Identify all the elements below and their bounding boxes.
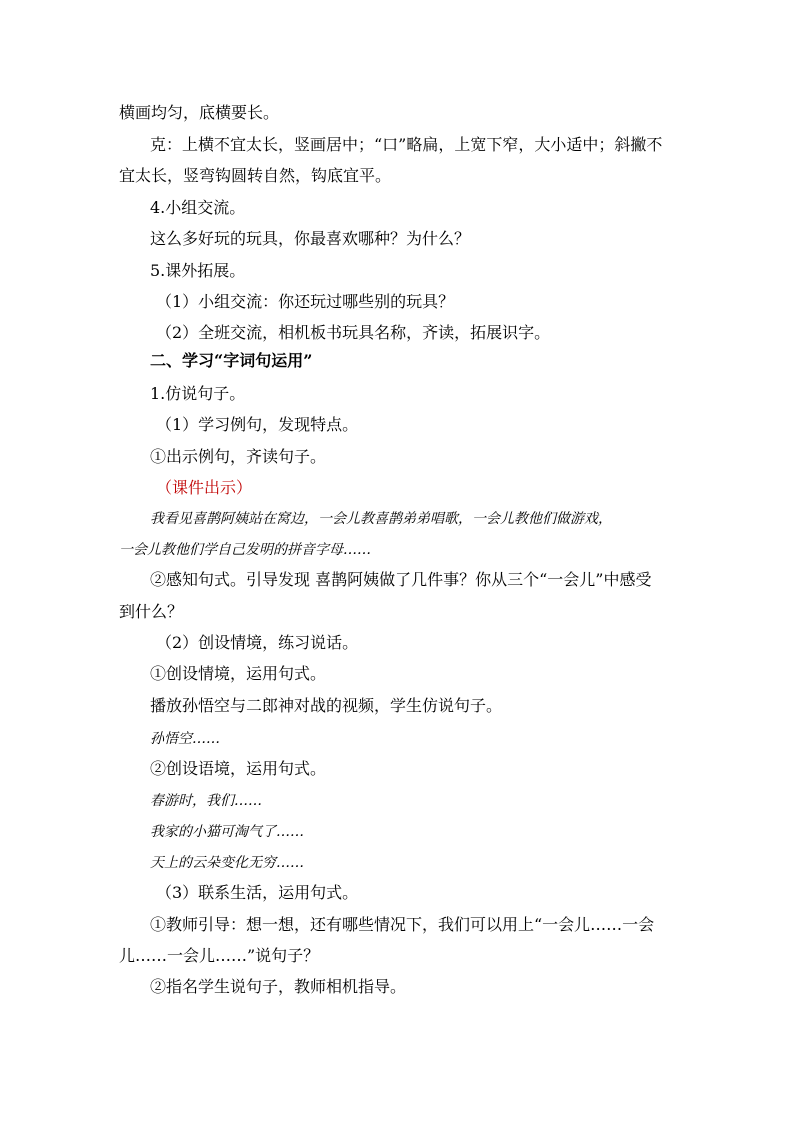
text-line: 宜太长，竖弯钩圆转自然，钩底宜平。 xyxy=(119,166,392,185)
text-line: ①创设情境，运用句式。 xyxy=(150,664,327,683)
example-sentence: 我看见喜鹊阿姨站在窝边，一会儿教喜鹊弟弟唱歌，一会儿教他们做游戏， xyxy=(150,511,612,527)
section-heading: 二、学习“字词句运用” xyxy=(150,351,313,370)
text-line: 克：上横不宜太长，竖画居中；“口”略扁，上宽下窄，大小适中；斜撇不 xyxy=(150,135,663,154)
text-line: 4.小组交流。 xyxy=(150,198,246,217)
text-line: ①教师引导：想一想，还有哪些情况下，我们可以用上“一会儿……一会 xyxy=(150,915,655,934)
text-line: （1）学习例句，发现特点。 xyxy=(156,415,359,434)
text-line: ①出示例句，齐读句子。 xyxy=(150,447,327,466)
text-line: （2）创设情境，练习说话。 xyxy=(156,633,359,652)
text-line: （1）小组交流：你还玩过哪些别的玩具？ xyxy=(156,292,455,311)
example-sentence: 我家的小猫可淘气了…… xyxy=(150,824,304,840)
example-sentence: 天上的云朵变化无穷…… xyxy=(150,855,304,871)
text-line: ②创设语境，运用句式。 xyxy=(150,759,327,778)
text-line: 儿……一会儿……”说句子？ xyxy=(119,946,320,965)
text-line: 播放孙悟空与二郎神对战的视频，学生仿说句子。 xyxy=(150,696,503,715)
text-line: ②指名学生说句子，教师相机指导。 xyxy=(150,977,407,996)
text-line: （3）联系生活，运用句式。 xyxy=(156,883,359,902)
text-line: 1.仿说句子。 xyxy=(150,384,246,403)
text-line: 5.课外拓展。 xyxy=(150,261,246,280)
courseware-note: （课件出示） xyxy=(156,478,253,497)
example-sentence: 春游时，我们…… xyxy=(150,793,262,809)
text-line: ②感知句式。引导发现 喜鹊阿姨做了几件事？你从三个“一会儿”中感受 xyxy=(150,570,652,589)
text-line: 到什么？ xyxy=(119,602,184,621)
example-sentence: 孙悟空…… xyxy=(150,731,220,747)
text-line: 这么多好玩的玩具，你最喜欢哪种？为什么？ xyxy=(150,229,471,248)
example-sentence: 一会儿教他们学自己发明的拼音字母…… xyxy=(119,542,371,558)
text-line: 横画均匀，底横要长。 xyxy=(119,103,280,122)
text-line: （2）全班交流，相机板书玩具名称，齐读，拓展识字。 xyxy=(156,323,551,342)
